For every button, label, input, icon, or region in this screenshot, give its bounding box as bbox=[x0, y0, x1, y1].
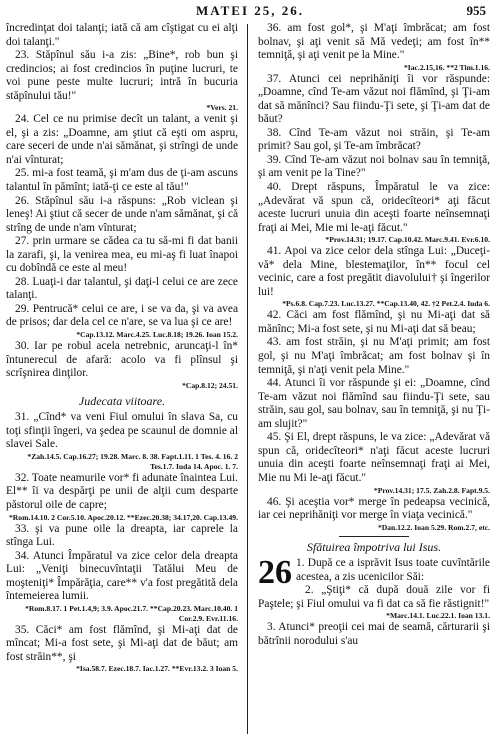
cross-reference: *Cap.8.12; 24.51. bbox=[182, 380, 238, 390]
cross-reference: *Iac.2.15,16. **2 Tim.1.16. bbox=[404, 62, 490, 72]
cross-reference: *Zah.14.5. Cap.16.27; 19.28. Marc. 8. 38. Fapt.1.11. 1 Tes. 4. 16. 2 Tes.1.7. Iuda 14. Apoc. 1. 7. bbox=[27, 451, 238, 471]
cross-reference: *Rom.14.10. 2 Cor.5.10. Apoc.20.12. **Ezec.20.38; 34.17,20. Cap.13.49. bbox=[9, 512, 238, 522]
verse: 39. Cînd Te-am văzut noi bolnav sau în temniţă, şi am venit pe la Tine?" bbox=[258, 153, 490, 180]
verse: 27. prin urmare se cădea ca tu să-mi fi dat banii la zarafi, şi, la venirea mea, eu mi-aş fi luat înapoi cu dobîndă ce este al meu! bbox=[6, 235, 238, 275]
verse: 30. Iar pe robul acela netrebnic, aruncaţi-l în* întunerecul de afară: acolo va fi plînsul şi scrîşnirea dinţilor. bbox=[6, 340, 238, 380]
verse: 33. şi va pune oile la dreapta, iar caprele la stînga Lui. bbox=[6, 522, 238, 549]
verse: 29. Pentrucă* celui ce are, i se va da, şi va avea de prisos; dar dela cel ce n'are, se va lua şi ce are! bbox=[6, 302, 238, 329]
cross-reference: *Rom.8.17. 1 Pet.1.4,9; 3.9. Apoc.21.7. **Cap.20.23. Marc.10.40. 1 Cor.2.9. Evr.11.16. bbox=[25, 603, 238, 623]
page-header bbox=[0, 0, 500, 22]
column-divider bbox=[247, 24, 248, 734]
chapter-number: 26 bbox=[258, 554, 292, 592]
left-column bbox=[6, 22, 238, 674]
verse: 38. Cînd Te-am văzut noi străin, şi Te-am primit? Sau gol, şi Te-am îmbrăcat? bbox=[258, 126, 490, 153]
chapter-start bbox=[258, 554, 490, 592]
verse: 36. am fost gol*, şi M'aţi îmbrăcat; am fost bolnav, şi aţi venit să Mă vedeţi; am fost în** temniţă, şi aţi venit pe la Mine." bbox=[258, 22, 490, 62]
cross-reference: *Marc.14.1. Luc.22.1. Ioan 13.1. bbox=[386, 611, 490, 621]
page-number: 955 bbox=[466, 3, 486, 18]
verse: 35. Căci* am fost flămînd, şi Mi-aţi dat de mîncat; Mi-a fost sete, şi Mi-aţi dat de băut; am fost străin**, şi bbox=[6, 623, 238, 663]
verse: 24. Cel ce nu primise decît un talant, a venit şi el, şi a zis: „Doamne, am ştiut că eşti om aspru, care seceri de unde n'ai sămănat, şi strîngi de unde n'ai vînturat; bbox=[6, 113, 238, 166]
verse: 43. am fost străin, şi nu M'aţi primit; am fost gol, şi nu M'aţi îmbrăcat; am fost bolnav şi în temniţă, şi n'aţi venit pela Mine." bbox=[258, 336, 490, 376]
section-rule bbox=[339, 536, 409, 537]
verse: 31. „Cînd* va veni Fiul omului în slava Sa, cu toţi sfinţii îngeri, va şedea pe scaunul de domnie al slavei Sale. bbox=[6, 411, 238, 451]
cross-reference: *Cap.13.12. Marc.4.25. Luc.8.18; 19.26. Ioan 15.2. bbox=[76, 330, 238, 340]
cross-reference: *Dan.12.2. Ioan 5.29. Rom.2.7, etc. bbox=[377, 522, 490, 532]
verse: 41. Apoi va zice celor dela stînga Lui: „Duceţi-vă* dela Mine, blestemaţilor, în** focul cel vecinic, care a fost pregătit diavolului† şi îngerilor lui! bbox=[258, 245, 490, 298]
verse: 32. Toate neamurile vor* fi adunate înaintea Lui. El** îi va despărţi pe unii de alţii cum desparte păstorul oile de capre; bbox=[6, 471, 238, 511]
verse: 23. Stăpînul său i-a zis: „Bine*, rob bun şi credincios; ai fost credincios în puţine lucruri, te voi pune peste multe lucruri; intră în bucuria stăpînului tău!" bbox=[6, 49, 238, 102]
verse: 42. Căci am fost flămînd, şi nu Mi-aţi dat să mănînc; Mi-a fost sete, şi nu Mi-aţi dat să beau; bbox=[258, 309, 490, 335]
verse: 1. După ce a isprăvit Isus toate cuvîntările acestea, a zis ucenicilor Săi: bbox=[296, 557, 490, 583]
verse: 2. „Ştiţi* că după două zile vor fi Paştele; şi Fiul omului va fi dat ca să fie răstignit!" bbox=[258, 584, 490, 610]
verse: 46. Şi aceştia vor* merge în pedeapsa vecinică, iar cei neprihăniţi vor merge în viaţa vecinică." bbox=[258, 495, 490, 522]
running-title: MATEI 25, 26. bbox=[195, 3, 305, 18]
verse: încredinţat doi talanţi; iată că am cîştigat cu ei alţi doi talanţi." bbox=[6, 22, 238, 48]
right-column bbox=[258, 22, 490, 648]
verse: 34. Atunci Împăratul va zice celor dela dreapta Lui: „Veniţi binecuvîntaţii Tatălui Meu de moşteniţi* Împărăţia, care** v'a fost pregătită dela întemeierea lumii. bbox=[6, 549, 238, 603]
cross-reference: *Vers. 21. bbox=[206, 103, 238, 113]
verse: 28. Luaţi-i dar talantul, şi daţi-l celui ce are zece talanţi. bbox=[6, 275, 238, 302]
verse: 44. Atunci îi vor răspunde şi ei: „Doamne, cînd Te-am văzut noi flămînd sau fiindu-Ţi sete, sau străin, sau gol, sau bolnav, sau în temniţă, şi nu Ţi-am slujit?" bbox=[258, 377, 490, 430]
cross-reference: *Prov.14.31; 17.5. Zah.2.8. Fapt.9.5. bbox=[373, 485, 490, 495]
section-heading: Sfătuirea împotriva lui Isus. bbox=[306, 539, 442, 554]
section-heading: Judecata viitoare. bbox=[78, 393, 166, 408]
verse: 45. Şi El, drept răspuns, le va zice: „Adevărat vă spun că, oridecîteori* n'aţi făcut aceste lucruri unuia din aceşti foarte neînsemnaţi fraţi ai Mei, Mie nu Mi le-aţi făcut." bbox=[258, 431, 490, 484]
verse: 40. Drept răspuns, Împăratul le va zice: „Adevărat vă spun că, oridecîteori* aţi făcut aceste lucruri unuia din aceşti foarte neînsemnaţi fraţi ai Mei, Mie mi le-aţi făcut." bbox=[258, 181, 490, 234]
cross-reference: *Prov.14.31; 19.17. Cap.10.42. Marc.9.41. Evr.6.10. bbox=[325, 235, 490, 245]
verse: 3. Atunci* preoţii cei mai de seamă, cărturarii şi bătrînii norodului s'au bbox=[258, 621, 490, 647]
verse: 25. mi-a fost teamă, şi m'am dus de ţi-am ascuns talantul în pămînt; iată-ţi ce este al tău!" bbox=[6, 167, 238, 194]
verse: 37. Atunci cei neprihăniţi îi vor răspunde: „Doamne, cînd Te-am văzut noi flămînd, şi Ţi-am dat să mănînci? Sau fiindu-Ţi sete, şi Ţi-am dat de băut? bbox=[258, 72, 490, 126]
verse: 26. Stăpînul său i-a răspuns: „Rob viclean şi leneş! Ai ştiut că secer de unde n'am sămănat, şi că strîng de unde n'am vînturat; bbox=[6, 194, 238, 234]
cross-reference: *Isa.58.7. Ezec.18.7. Iac.1.27. **Evr.13.2. 3 Ioan 5. bbox=[76, 664, 238, 674]
cross-reference: *Ps.6.8. Cap.7.23. Luc.13.27. **Cap.13.40, 42. †2 Pet.2.4. Iuda 6. bbox=[282, 299, 490, 309]
